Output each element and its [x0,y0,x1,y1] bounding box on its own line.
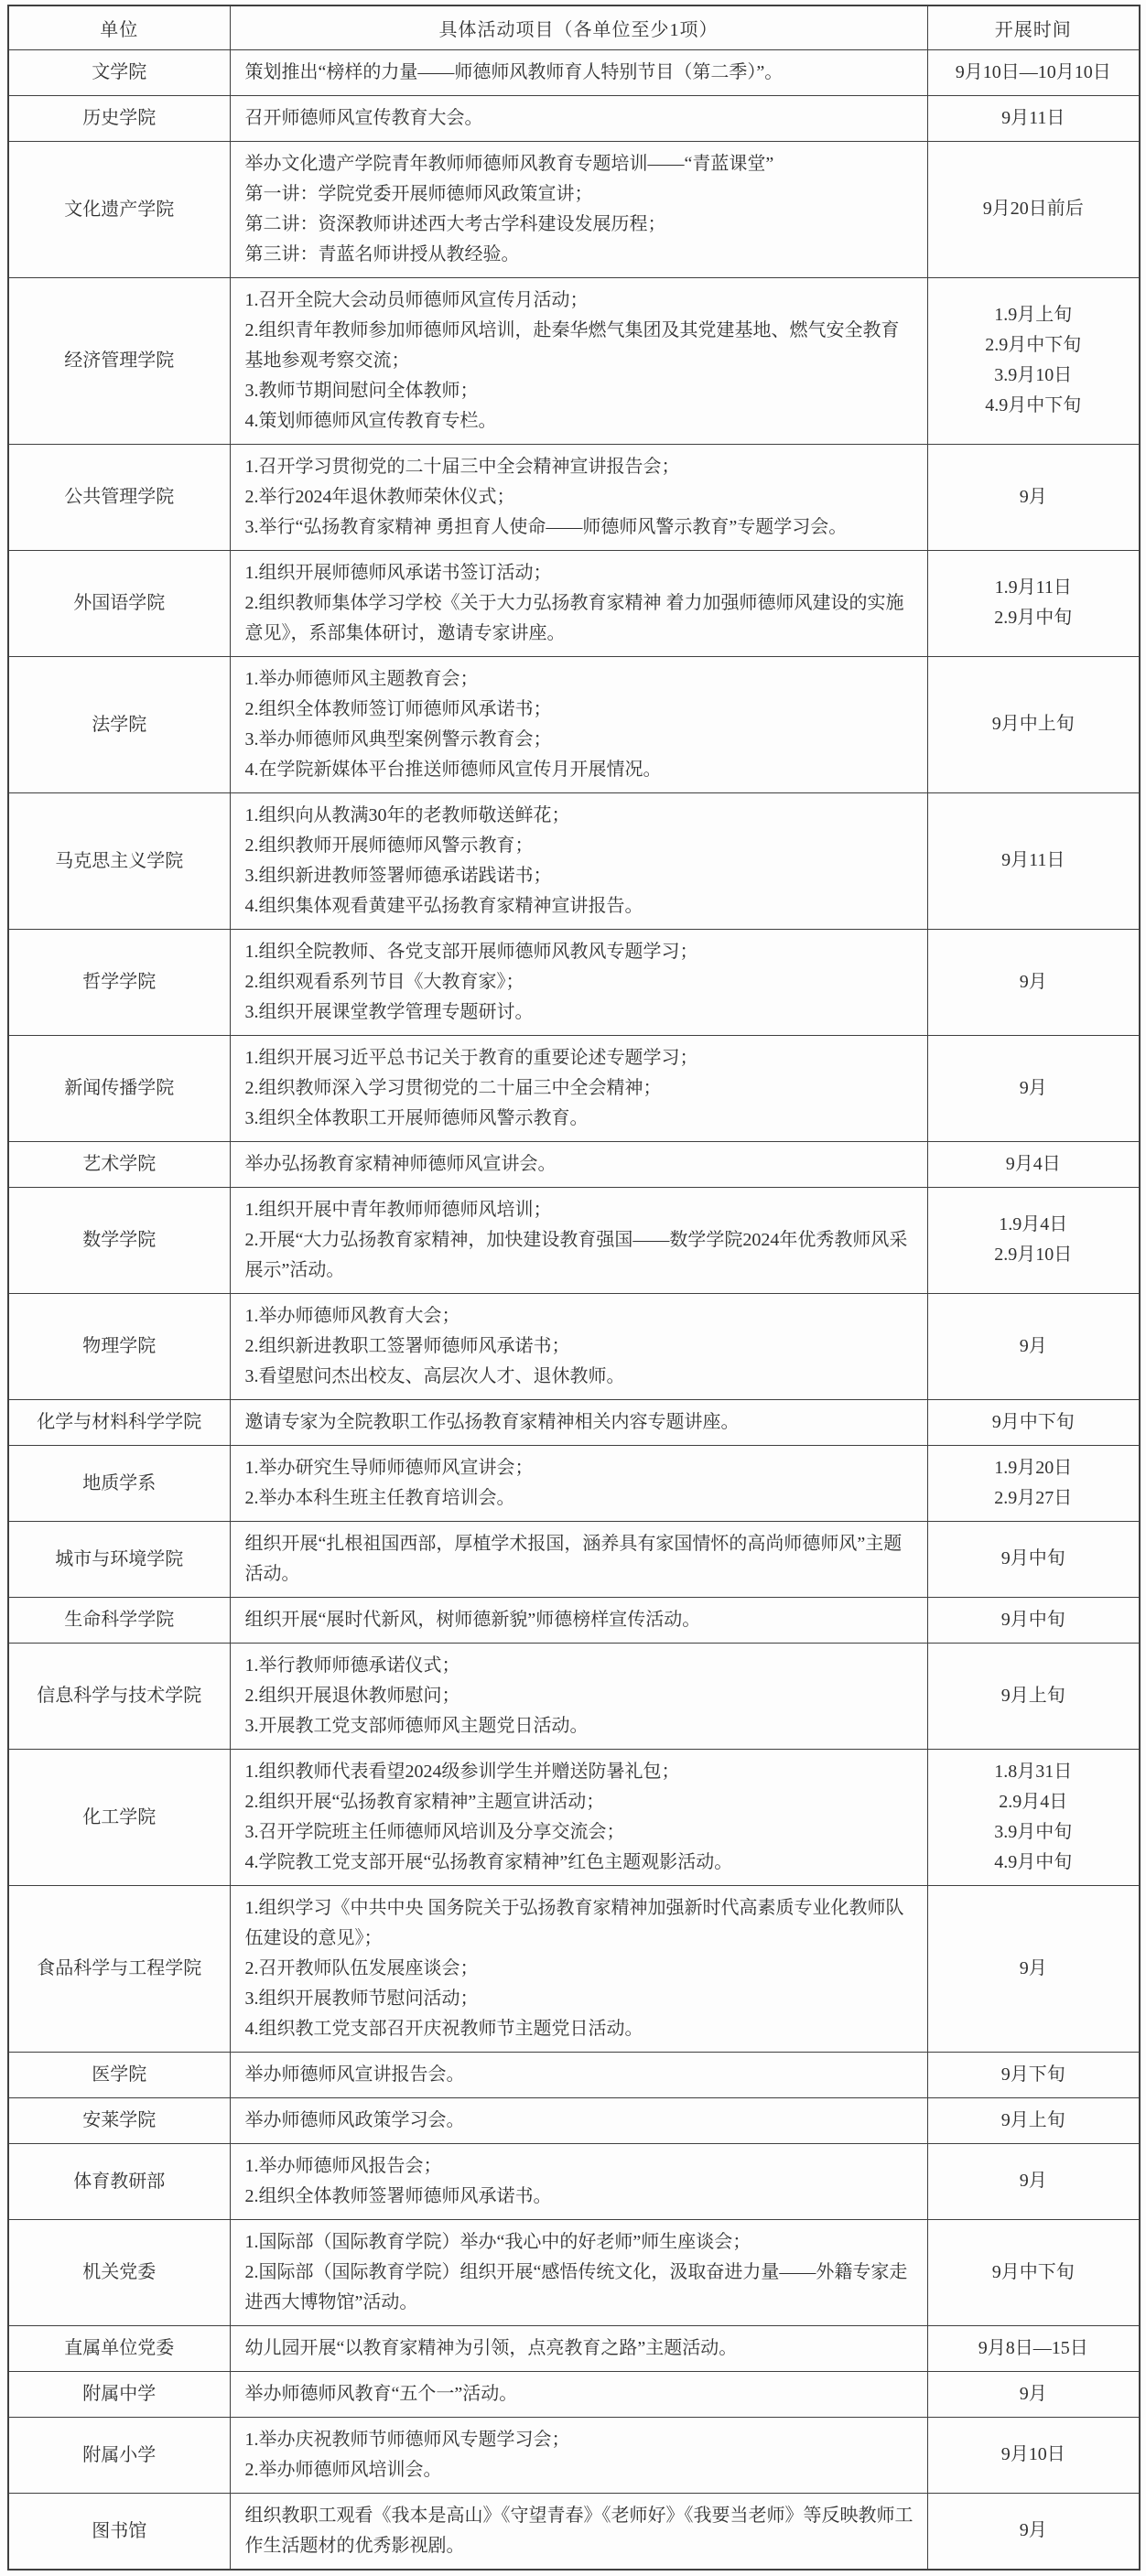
column-header-unit: 单位 [8,5,230,49]
activity-item: 组织开展“展时代新风，树师德新貌”师德榜样宣传活动。 [244,1609,701,1630]
unit-cell: 安莱学院 [8,2097,230,2143]
time-cell [927,2052,1140,2097]
activity-item: 2.组织全体教师签订师德师风承诺书； [244,698,552,719]
table-row [8,1141,1140,1187]
unit-cell: 附属小学 [8,2417,230,2493]
time-cell [927,2097,1140,2143]
activity-item: 举办师德师风政策学习会。 [244,2109,465,2130]
activities-cell [230,1597,927,1643]
unit-cell: 哲学学院 [8,929,230,1035]
time-item: 9月 [1019,1335,1047,1356]
activities-cell [230,444,927,550]
activity-item: 1.国际部（国际教育学院）举办“我心中的好老师”师生座谈会； [244,2231,751,2252]
unit-cell: 化学与材料科学学院 [8,1399,230,1445]
unit-cell: 信息科学与技术学院 [8,1643,230,1749]
activities-cell [230,1141,927,1187]
activity-item: 4.组织教工党支部召开庆祝教师节主题党日活动。 [244,2018,643,2039]
table-row [8,1521,1140,1597]
activity-item: 1.组织开展中青年教师师德师风培训； [244,1199,552,1220]
time-item: 9月11日 [1001,107,1065,128]
time-item: 9月 [1019,1077,1047,1098]
activities-table [7,5,1141,2571]
activity-item: 第三讲：青蓝名师讲授从教经验。 [244,243,520,264]
table-row [8,929,1140,1035]
time-item: 9月中旬 [1000,1548,1065,1568]
table-row [8,792,1140,929]
activity-item: 1.举行教师师德承诺仪式； [244,1654,460,1676]
table-row [8,2325,1140,2371]
activities-cell [230,2493,927,2570]
time-item: 2.9月10日 [994,1245,1073,1265]
unit-cell: 数学学院 [8,1187,230,1293]
unit-cell: 物理学院 [8,1293,230,1399]
unit-cell: 文化遗产学院 [8,141,230,277]
activity-item: 3.组织新进教师签署师德承诺践诺书； [244,865,552,886]
activity-item: 2.组织开展退休教师慰问； [244,1685,460,1706]
time-cell [927,929,1140,1035]
activity-item: 1.组织全院教师、各党支部开展师德师风教风专题学习； [244,941,698,962]
activity-item: 1.组织向从教满30年的老教师敬送鲜花； [244,804,570,825]
activity-item: 组织教职工观看《我本是高山》《守望青春》《老师好》《我要当老师》等反映教师工作生活题材的优秀影视剧。 [244,2505,914,2556]
time-item: 2.9月4日 [999,1791,1068,1812]
table-body [8,49,1140,2570]
unit-cell: 化工学院 [8,1749,230,1885]
time-item: 9月4日 [1005,1153,1061,1174]
activities-cell [230,49,927,95]
activity-item: 举办文化遗产学院青年教师师德师风教育专题培训——“青蓝课堂” [244,153,774,174]
unit-cell: 食品科学与工程学院 [8,1885,230,2052]
activity-item: 4.在学院新媒体平台推送师德师风宣传月开展情况。 [244,759,662,780]
activity-item: 2.组织教师深入学习贯彻党的二十届三中全会精神； [244,1077,662,1098]
time-item: 9月中下旬 [991,2261,1075,2282]
activities-cell [230,2143,927,2219]
unit-cell: 直属单位党委 [8,2325,230,2371]
time-item: 9月 [1019,971,1047,992]
unit-cell: 文学院 [8,49,230,95]
time-cell [927,1445,1140,1521]
time-item: 1.8月31日 [994,1761,1073,1782]
activities-cell [230,1521,927,1597]
time-cell [927,2493,1140,2570]
column-header-activities: 具体活动项目（各单位至少1项） [230,5,927,49]
unit-cell: 马克思主义学院 [8,792,230,929]
time-item: 9月 [1019,2520,1047,2540]
table-row [8,1293,1140,1399]
activity-item: 2.组织开展“弘扬教育家精神”主题宣讲活动； [244,1791,605,1812]
activities-cell [230,2325,927,2371]
time-item: 9月中旬 [1000,1609,1065,1630]
time-cell [927,656,1140,792]
activities-cell [230,1445,927,1521]
activity-item: 3.组织开展课堂教学管理专题研讨。 [244,1001,534,1022]
table-row [8,1597,1140,1643]
activity-item: 4.策划师德师风宣传教育专栏。 [244,410,497,431]
unit-cell: 新闻传播学院 [8,1035,230,1141]
unit-cell: 医学院 [8,2052,230,2097]
table-row [8,95,1140,141]
time-item: 1.9月4日 [999,1214,1068,1234]
activities-cell [230,1293,927,1399]
time-cell [927,2143,1140,2219]
unit-cell: 图书馆 [8,2493,230,2570]
table-row [8,141,1140,277]
activity-item: 1.组织开展习近平总书记关于教育的重要论述专题学习； [244,1047,698,1068]
time-item: 9月下旬 [1000,2064,1065,2085]
time-cell [927,49,1140,95]
unit-cell: 地质学系 [8,1445,230,1521]
activity-item: 3.举行“弘扬教育家精神 勇担育人使命——师德师风警示教育”专题学习会。 [244,516,848,537]
time-cell [927,444,1140,550]
activity-item: 3.教师节期间慰问全体教师； [244,380,479,401]
activity-item: 2.组织新进教职工签署师德师风承诺书； [244,1335,570,1356]
activity-item: 举办弘扬教育家精神师德师风宣讲会。 [244,1153,557,1174]
time-item: 1.9月上旬 [994,305,1073,325]
activity-item: 策划推出“榜样的力量——师德师风教师育人特别节目（第二季）”。 [244,61,784,82]
unit-cell: 公共管理学院 [8,444,230,550]
activity-item: 2.举办师德师风培训会。 [244,2459,442,2480]
activities-cell [230,1187,927,1293]
activity-item: 1.举办师德师风报告会； [244,2155,442,2176]
time-item: 9月20日前后 [982,199,1084,219]
header-row [8,5,1140,49]
activities-cell [230,1399,927,1445]
activities-cell [230,1749,927,1885]
activities-cell [230,1885,927,2052]
time-item: 9月 [1019,2383,1047,2404]
time-item: 1.9月20日 [994,1457,1073,1478]
activity-item: 1.组织开展师德师风承诺书签订活动； [244,562,552,583]
activity-item: 举办师德师风宣讲报告会。 [244,2064,465,2085]
table-row [8,1399,1140,1445]
activity-item: 3.看望慰问杰出校友、高层次人才、退休教师。 [244,1365,625,1386]
activities-cell [230,2371,927,2417]
time-cell [927,1885,1140,2052]
time-item: 9月 [1019,2171,1047,2191]
time-item: 2.9月27日 [994,1487,1073,1508]
time-cell [927,550,1140,656]
time-item: 9月 [1019,1957,1047,1978]
activity-item: 1.举办庆祝教师节师德师风专题学习会； [244,2429,570,2450]
unit-cell: 附属中学 [8,2371,230,2417]
unit-cell: 艺术学院 [8,1141,230,1187]
activities-cell [230,656,927,792]
time-item: 4.9月中下旬 [985,395,1082,415]
activity-item: 召开师德师风宣传教育大会。 [244,107,483,128]
table-row [8,550,1140,656]
table-row [8,2371,1140,2417]
unit-cell: 机关党委 [8,2219,230,2325]
activity-item: 2.组织观看系列节目《大教育家》； [244,971,524,992]
activities-cell [230,95,927,141]
unit-cell: 历史学院 [8,95,230,141]
time-cell [927,2371,1140,2417]
table-row [8,1187,1140,1293]
activity-item: 2.国际部（国际教育学院）组织开展“感悟传统文化，汲取奋进力量——外籍专家走进西大博物馆”活动。 [244,2261,908,2312]
activities-cell [230,2219,927,2325]
table-row [8,1749,1140,1885]
time-cell [927,1035,1140,1141]
time-cell [927,95,1140,141]
activities-cell [230,792,927,929]
time-cell [927,2417,1140,2493]
activity-item: 1.举办师德师风教育大会； [244,1305,460,1326]
activity-item: 举办师德师风教育“五个一”活动。 [244,2383,518,2404]
table-row [8,49,1140,95]
time-item: 2.9月中旬 [994,608,1073,628]
activity-item: 1.召开全院大会动员师德师风宣传月活动； [244,289,589,310]
table-row [8,444,1140,550]
activity-item: 3.举办师德师风典型案例警示教育会； [244,728,552,749]
activity-item: 2.组织全体教师签署师德师风承诺书。 [244,2185,552,2206]
activity-item: 3.组织开展教师节慰问活动； [244,1988,479,2009]
table-row [8,2417,1140,2493]
unit-cell: 城市与环境学院 [8,1521,230,1597]
time-item: 9月11日 [1001,850,1065,870]
time-cell [927,1293,1140,1399]
column-header-time: 开展时间 [927,5,1140,49]
activity-item: 1.组织教师代表看望2024级参训学生并赠送防暑礼包； [244,1761,680,1782]
table-row [8,1445,1140,1521]
table-row [8,1885,1140,2052]
activity-item: 2.组织教师开展师德师风警示教育； [244,835,534,856]
unit-cell: 外国语学院 [8,550,230,656]
time-item: 3.9月中旬 [994,1821,1073,1842]
activity-item: 2.举办本科生班主任教育培训会。 [244,1487,515,1508]
activity-item: 2.组织教师集体学习学校《关于大力弘扬教育家精神 着力加强师德师风建设的实施意见》，系部集体研讨，邀请专家讲座。 [244,592,904,643]
time-cell [927,277,1140,444]
activity-item: 3.组织全体教职工开展师德师风警示教育。 [244,1107,589,1128]
time-item: 9月 [1019,486,1047,507]
activity-item: 3.召开学院班主任师德师风培训及分享交流会； [244,1821,625,1842]
unit-cell: 生命科学学院 [8,1597,230,1643]
time-cell [927,2219,1140,2325]
table-row [8,1035,1140,1141]
time-cell [927,1187,1140,1293]
unit-cell: 法学院 [8,656,230,792]
activities-cell [230,550,927,656]
time-cell [927,1399,1140,1445]
activities-cell [230,1643,927,1749]
table-row [8,656,1140,792]
activity-item: 1.举办师德师风主题教育会； [244,668,479,689]
time-cell [927,141,1140,277]
time-cell [927,2325,1140,2371]
activity-item: 2.组织青年教师参加师德师风培训，赴秦华燃气集团及其党建基地、燃气安全教育基地参观考察交流； [244,319,900,371]
activity-item: 2.开展“大力弘扬教育家精神，加快建设教育强国——数学学院2024年优秀教师风采展示”活动。 [244,1229,908,1280]
activity-item: 3.开展教工党支部师德师风主题党日活动。 [244,1715,589,1736]
activities-cell [230,141,927,277]
activity-item: 1.组织学习《中共中央 国务院关于弘扬教育家精神加强新时代高素质专业化教师队伍建设的意见》； [244,1897,904,1948]
time-cell [927,792,1140,929]
unit-cell: 体育教研部 [8,2143,230,2219]
time-item: 9月上旬 [1000,1685,1065,1706]
time-cell [927,1643,1140,1749]
time-cell [927,1597,1140,1643]
activities-cell [230,2052,927,2097]
unit-cell: 经济管理学院 [8,277,230,444]
activity-item: 第二讲：资深教师讲述西大考古学科建设发展历程； [244,213,666,234]
table-row [8,2143,1140,2219]
table-row [8,277,1140,444]
time-cell [927,1749,1140,1885]
activities-cell [230,277,927,444]
time-item: 9月中下旬 [991,1411,1075,1432]
activity-item: 组织开展“扎根祖国西部，厚植学术报国，涵养具有家国情怀的高尚师德师风”主题活动。 [244,1533,903,1584]
table-row [8,2097,1140,2143]
time-item: 9月10日 [1000,2444,1065,2464]
table-row [8,2052,1140,2097]
activity-item: 4.组织集体观看黄建平弘扬教育家精神宣讲报告。 [244,895,643,916]
time-item: 9月8日—15日 [978,2337,1088,2358]
table-row [8,2493,1140,2570]
activity-item: 1.召开学习贯彻党的二十届三中全会精神宣讲报告会； [244,456,680,477]
activity-item: 2.举行2024年退休教师荣休仪式； [244,486,515,507]
time-item: 3.9月10日 [994,365,1073,385]
activity-item: 邀请专家为全院教职工作弘扬教育家精神相关内容专题讲座。 [244,1411,740,1432]
activity-item: 第一讲：学院党委开展师德师风政策宣讲； [244,183,593,204]
table-row [8,2219,1140,2325]
time-item: 9月中上旬 [991,714,1075,734]
activities-cell [230,1035,927,1141]
time-item: 9月10日—10月10日 [955,61,1111,82]
time-cell [927,1141,1140,1187]
activity-item: 2.召开教师队伍发展座谈会； [244,1957,479,1978]
activity-item: 4.学院教工党支部开展“弘扬教育家精神”红色主题观影活动。 [244,1851,733,1872]
time-item: 4.9月中旬 [994,1851,1073,1872]
activities-cell [230,2417,927,2493]
activity-item: 幼儿园开展“以教育家精神为引领，点亮教育之路”主题活动。 [244,2337,738,2358]
activities-cell [230,929,927,1035]
activities-cell [230,2097,927,2143]
table-row [8,1643,1140,1749]
time-cell [927,1521,1140,1597]
time-item: 2.9月中下旬 [985,335,1082,355]
time-item: 1.9月11日 [994,577,1072,598]
activity-item: 1.举办研究生导师师德师风宣讲会； [244,1457,534,1478]
time-item: 9月上旬 [1000,2109,1065,2130]
